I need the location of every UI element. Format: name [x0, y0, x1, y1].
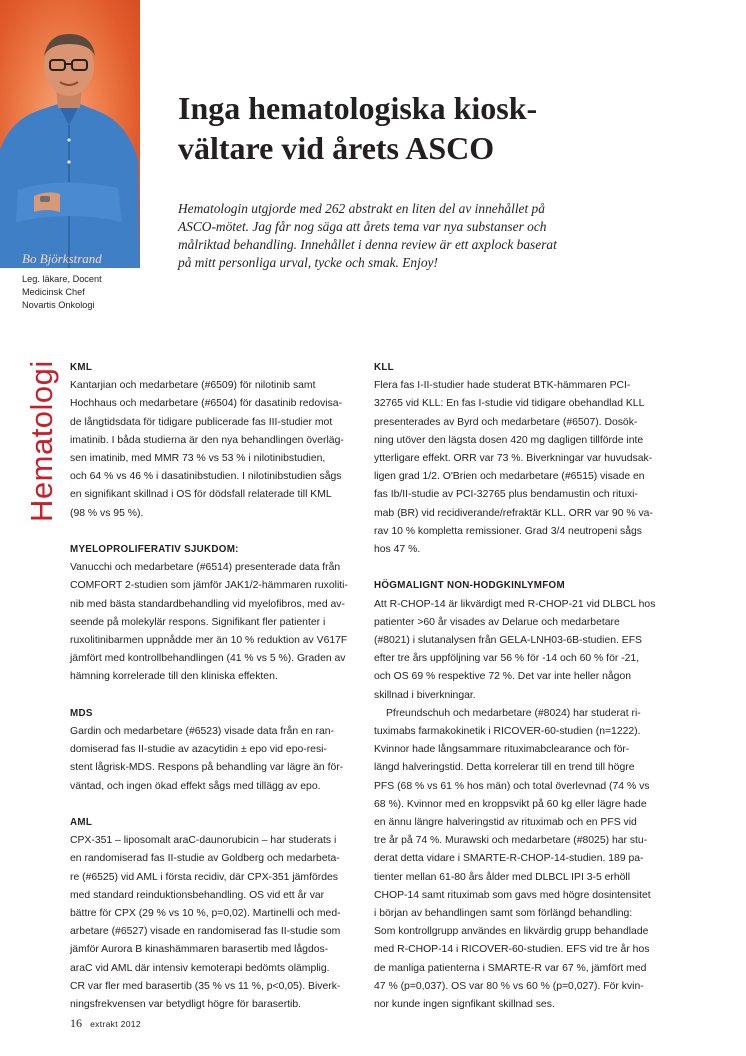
author-credit-line: Medicinsk Chef [22, 287, 85, 298]
body-text-line: skillnad i biverkningar. [374, 689, 476, 701]
body-text-line: CR var fler med barasertib (35 % vs 11 %, p<0,05). Biverk- [70, 980, 341, 992]
section-side-label: Hematologi [24, 360, 59, 522]
article-section [374, 577, 659, 1014]
author-photo-illustration [0, 0, 140, 268]
author-credit-line: Novartis Onkologi [22, 300, 95, 311]
article-lead [178, 200, 578, 272]
body-text-line: ning utöver den lägsta dosen 420 mg dagligen tillförde inte [374, 434, 644, 446]
body-text-line: stent lågrisk-MDS. Respons på behandling var lägre än för- [70, 762, 344, 774]
body-text-line: med standard reinduktionsbehandling. OS vid ett år var [70, 889, 325, 901]
body-text-line: (#8021) i slutanalysen från GELA-LNH03-6B-studien. EFS [374, 635, 642, 647]
body-text-line: PFS (68 % vs 61 % hos män) och total överlevnad (74 % vs [374, 780, 650, 792]
body-text-line: nor kunde ingen signfikant skillnad ses. [374, 999, 555, 1011]
body-text-line: ligen grad 1/2. O'Brien och medarbetare (#6515) visade en [374, 471, 645, 483]
body-text-line: Hochhaus och medarbetare (#6504) för dasatinib redovisa- [70, 398, 343, 410]
section-heading: MDS [70, 707, 93, 719]
body-text-line: en randomiserad fas II-studie av Goldberg och medarbeta- [70, 853, 340, 865]
body-text-line: presenterades av Byrd och medarbetare (#6507). Dosök- [374, 416, 638, 428]
page-number: 16 [70, 1016, 82, 1030]
body-text-line: en ännu längre halveringstid av rituximab och en PFS vid [374, 817, 637, 829]
body-text-line: araC vid AML där intensiv kemoterapi bedömts olämplig. [70, 962, 330, 974]
body-text-line: 32765 vid KLL: En fas I-studie vid tidigare obehandlad KLL [374, 398, 645, 410]
body-text-line: tuximabs farmakokinetik i RICOVER-60-studien (n=1222). [374, 726, 641, 738]
title-line: vältare vid årets ASCO [178, 130, 495, 166]
article-section [70, 705, 355, 796]
body-column-right [374, 359, 659, 1032]
author-credits [22, 273, 102, 313]
body-text-line: tienter mellan 61-80 års ålder med DLBCL IPI 3-5 erhöll [374, 871, 631, 883]
body-text-line: seende på molekylär respons. Signifikant fler patienter i [70, 616, 326, 628]
article-title [178, 88, 598, 168]
body-text-line: re (#6525) vid AML i första recidiv, där CPX-351 jämfördes [70, 871, 338, 883]
body-text-line: sen imatinib, med MMR 73 % vs 53 % i nilotinibstudien, [70, 453, 326, 465]
body-text-line: Vanucchi och medarbetare (#6514) presenterade data från [70, 562, 341, 574]
body-text-line: nib med bästa standardbehandling vid myelofibros, med av- [70, 598, 345, 610]
section-heading: MYELOPROLIFERATIV SJUKDOM: [70, 544, 239, 556]
body-text-line: COMFORT 2-studien som jämför JAK1/2-hämmaren ruxoliti- [70, 580, 348, 592]
body-text-line: jämför Aurora B kinashämmaren barasertib med lågdos- [70, 944, 329, 956]
body-text-line: mab (BR) vid recidiverande/refraktär KLL. ORR var 90 % va- [374, 507, 653, 519]
body-text-line: Flera fas I-II-studier hade studerat BTK-hämmaren PCI- [374, 380, 631, 392]
section-heading: HÖGMALIGNT NON-HODGKINLYMFOM [374, 580, 565, 592]
article-section [70, 359, 355, 523]
body-text-line: de manliga patienterna i SMARTE-R var 67 %, jämfört med [374, 962, 647, 974]
body-text-line: ningsfrekvensen var betydligt högre för barasertib. [70, 999, 302, 1011]
lead-line: målriktad behandling. Innehållet i denna review är ett axplock baserat [178, 237, 557, 252]
body-text-line: patienter >60 år visades av Delarue och medarbetare [374, 616, 620, 628]
author-credit-line: Leg. läkare, Docent [22, 274, 102, 284]
body-text-line: och OS 69 % respektive 72 %. Det var inte heller någon [374, 671, 632, 683]
body-text-line: hos 47 %. [374, 544, 421, 556]
lead-line: på mitt personliga urval, tycke och smak. Enjoy! [178, 255, 438, 270]
body-text-line: Kvinnor hade långsammare rituximabclearance och för- [374, 744, 630, 756]
body-text-line: ruxolitinibarmen uppnådde mer än 10 % reduktion av V617F [70, 635, 348, 647]
article-section [70, 541, 355, 687]
body-text-line: 68 %). Kvinnor med en kroppsvikt på 60 kg eller lägre hade [374, 798, 647, 810]
body-text-line: (98 % vs 95 %). [70, 507, 144, 519]
publication-name: extrakt 2012 [90, 1019, 141, 1029]
body-text-line: Kantarjian och medarbetare (#6509) för nilotinib samt [70, 380, 316, 392]
article-section [374, 359, 659, 559]
lead-line: Hematologin utgjorde med 262 abstrakt en liten del av innehållet på [178, 201, 545, 216]
body-text-line: Gardin och medarbetare (#6523) visade data från en ran- [70, 726, 334, 738]
body-text-line: de långtidsdata för tidigare publicerade fas III-studier mot [70, 416, 333, 428]
body-text-line: derat detta vidare i SMARTE-R-CHOP-14-studien. 189 pa- [374, 853, 644, 865]
body-text-line: 47 % (p=0,037). OS var 80 % vs 60 % (p=0,027). För kvin- [374, 980, 644, 992]
body-text-line: längd halveringstid. Detta korrelerar till en trend till högre [374, 762, 635, 774]
body-text-line: i början av behandlingen samt som förlängd behandling: [374, 908, 633, 920]
page-footer [70, 1016, 141, 1031]
author-portrait [0, 0, 140, 268]
body-text-line: arbetare (#6527) visade en randomiserad fas II-studie som [70, 926, 341, 938]
body-text-line: jämfört med kontrollbehandlingen (41 % vs 5 %). Graden av [70, 653, 346, 665]
section-heading: KLL [374, 362, 394, 373]
body-text-line: imatinib. I båda studierna är den nya behandlingen överläg- [70, 434, 344, 446]
body-text-line: en signifikant skillnad i OS för dödsfall relaterade till KML [70, 489, 332, 501]
body-text-line: ytterligare effekt. ORR var 73 %. Biverkningar var huvudsak- [374, 453, 653, 465]
body-text-line: och 64 % vs 46 % i dasatinibstudien. I nilotinibstudien sågs [70, 471, 342, 483]
body-text-line: bättre för CPX (29 % vs 10 %, p=0,02). Martinelli och med- [70, 908, 341, 920]
article-section [70, 814, 355, 1014]
body-text-line: CPX-351 – liposomalt araC-daunorubicin – har studerats i [70, 835, 337, 847]
body-text-line: rav 10 % kompletta remissioner. Grad 3/4 neutropeni sågs [374, 525, 642, 537]
body-text-line: CHOP-14 samt rituximab som gavs med högre dosintensitet [374, 889, 651, 901]
body-text-line: fas Ib/II-studie av PCI-32765 plus bendamustin och rituxi- [374, 489, 638, 501]
body-column-left [70, 359, 355, 1032]
body-text-line: Att R-CHOP-14 är likvärdigt med R-CHOP-21 vid DLBCL hos [374, 598, 656, 610]
section-heading: AML [70, 817, 93, 829]
body-text-line: Pfreundschuh och medarbetare (#8024) har studerat ri- [386, 707, 641, 719]
section-heading: KML [70, 362, 93, 373]
body-text-line: med R-CHOP-14 i RICOVER-60-studien. EFS vid tre år hos [374, 944, 650, 956]
body-text-line: tre år på 74 %. Murawski och medarbetare (#8025) har stu- [374, 835, 648, 847]
lead-line: ASCO-mötet. Jag får nog säga att årets tema var nya substanser och [178, 219, 547, 234]
body-text-line: väntad, och ingen ökad effekt sågs med tillägg av epo. [70, 780, 321, 792]
body-text-line: hämning korrelerade till den kliniska effekten. [70, 671, 278, 683]
body-text-line: Som kontrollgrupp användes en likvärdig grupp behandlade [374, 926, 649, 938]
portrait-caption: Bo Björkstrand [22, 251, 102, 266]
body-text-line: efter tre års uppföljning var 56 % för -14 och 60 % för -21, [374, 653, 640, 665]
title-line: Inga hematologiska kiosk- [178, 90, 538, 126]
body-text-line: domiserad fas II-studie av azacytidin ± epo vid epo-resi- [70, 744, 327, 756]
